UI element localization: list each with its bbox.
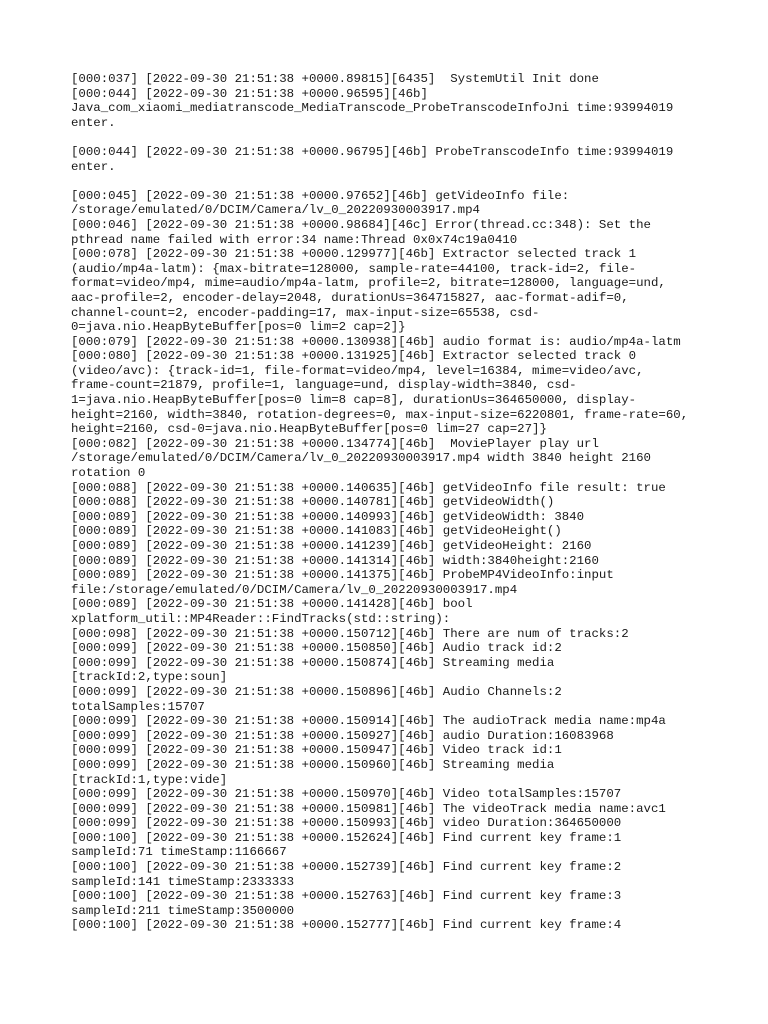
log-line: [000:079] [2022-09-30 21:51:38 +0000.130938][46b] audio format is: audio/mp4a-latm — [71, 334, 681, 349]
log-line: rotation 0 — [71, 466, 146, 481]
log-line: [000:099] [2022-09-30 21:51:38 +0000.150927][46b] audio Duration:16083968 — [71, 728, 614, 743]
log-line: enter. — [71, 159, 116, 174]
log-line: [000:082] [2022-09-30 21:51:38 +0000.134774][46b] MoviePlayer play url — [71, 436, 599, 451]
blank-line — [71, 130, 711, 145]
log-line: [000:088] [2022-09-30 21:51:38 +0000.140781][46b] getVideoWidth() — [71, 495, 555, 510]
log-line: [000:045] [2022-09-30 21:51:38 +0000.97652][46b] getVideoInfo file: — [71, 188, 570, 203]
log-line: [000:044] [2022-09-30 21:51:38 +0000.96595][46b] — [71, 86, 428, 101]
log-line: format=video/mp4, mime=audio/mp4a-latm, profile=2, bitrate=128000, language=und, — [71, 276, 666, 291]
log-line: [000:099] [2022-09-30 21:51:38 +0000.150914][46b] The audioTrack media name:mp4a — [71, 714, 666, 729]
log-line: [000:099] [2022-09-30 21:51:38 +0000.150960][46b] Streaming media — [71, 757, 555, 772]
log-line: [000:098] [2022-09-30 21:51:38 +0000.150712][46b] There are num of tracks:2 — [71, 626, 629, 641]
log-line: [000:099] [2022-09-30 21:51:38 +0000.150947][46b] Video track id:1 — [71, 743, 562, 758]
log-line: pthread name failed with error:34 name:Thread 0x0x74c19a0410 — [71, 232, 518, 247]
log-line: frame-count=21879, profile=1, language=und, display-width=3840, csd- — [71, 378, 577, 393]
log-line: [000:046] [2022-09-30 21:51:38 +0000.98684][46c] Error(thread.cc:348): Set the — [71, 217, 651, 232]
log-line: [000:089] [2022-09-30 21:51:38 +0000.141239][46b] getVideoHeight: 2160 — [71, 539, 592, 553]
log-line: [000:099] [2022-09-30 21:51:38 +0000.150970][46b] Video totalSamples:15707 — [71, 787, 622, 802]
log-line: sampleId:211 timeStamp:3500000 — [71, 903, 295, 918]
log-line: 1=java.nio.HeapByteBuffer[pos=0 lim=8 cap=8], durationUs=364650000, display- — [71, 393, 637, 408]
log-line: channel-count=2, encoder-padding=17, max-input-size=65538, csd- — [71, 305, 540, 320]
log-line: xplatform_util::MP4Reader::FindTracks(std::string): — [71, 611, 451, 626]
log-line: [000:099] [2022-09-30 21:51:38 +0000.150896][46b] Audio Channels:2 — [71, 684, 562, 699]
log-line: (video/avc): {track-id=1, file-format=video/mp4, level=16384, mime=video/avc, — [71, 363, 644, 378]
log-line: [000:078] [2022-09-30 21:51:38 +0000.129977][46b] Extractor selected track 1 — [71, 247, 637, 262]
log-line: [000:089] [2022-09-30 21:51:38 +0000.141428][46b] bool — [71, 597, 473, 612]
log-line: [000:089] [2022-09-30 21:51:38 +0000.141375][46b] ProbeMP4VideoInfo:input — [71, 568, 614, 583]
log-line: [000:099] [2022-09-30 21:51:38 +0000.150993][46b] video Duration:364650000 — [71, 816, 622, 831]
log-line: enter. — [71, 115, 116, 130]
log-line: height=2160, width=3840, rotation-degrees=0, max-input-size=6220801, frame-rate=60, — [71, 407, 689, 422]
log-line: [000:037] [2022-09-30 21:51:38 +0000.89815][6435] SystemUtil Init done — [71, 72, 599, 86]
log-line: Java_com_xiaomi_mediatranscode_MediaTranscode_ProbeTranscodeInfoJni time:93994019 — [71, 101, 674, 116]
log-line: (audio/mp4a-latm): {max-bitrate=128000, sample-rate=44100, track-id=2, file- — [71, 261, 637, 276]
log-line: /storage/emulated/0/DCIM/Camera/lv_0_20220930003917.mp4 width 3840 height 2160 — [71, 451, 651, 466]
log-line: aac-profile=2, encoder-delay=2048, durationUs=364715827, aac-format-adif=0, — [71, 290, 629, 305]
log-line: [000:099] [2022-09-30 21:51:38 +0000.150850][46b] Audio track id:2 — [71, 641, 562, 656]
log-line: [000:100] [2022-09-30 21:51:38 +0000.152739][46b] Find current key frame:2 — [71, 860, 622, 875]
log-line: /storage/emulated/0/DCIM/Camera/lv_0_20220930003917.mp4 — [71, 203, 480, 218]
log-line: [000:100] [2022-09-30 21:51:38 +0000.152763][46b] Find current key frame:3 — [71, 889, 622, 904]
log-line: [000:089] [2022-09-30 21:51:38 +0000.141314][46b] width:3840height:2160 — [71, 553, 599, 568]
log-line: [000:099] [2022-09-30 21:51:38 +0000.150981][46b] The videoTrack media name:avc1 — [71, 801, 666, 816]
log-line: sampleId:141 timeStamp:2333333 — [71, 874, 295, 889]
blank-line — [71, 174, 711, 189]
log-line: [000:100] [2022-09-30 21:51:38 +0000.152624][46b] Find current key frame:1 — [71, 830, 622, 845]
log-line: [000:099] [2022-09-30 21:51:38 +0000.150874][46b] Streaming media — [71, 655, 555, 670]
log-line: [000:080] [2022-09-30 21:51:38 +0000.131925][46b] Extractor selected track 0 — [71, 349, 637, 364]
log-page — [71, 72, 711, 933]
log-line: totalSamples:15707 — [71, 699, 205, 714]
log-line: [trackId:1,type:vide] — [71, 772, 228, 787]
log-line: [000:044] [2022-09-30 21:51:38 +0000.96795][46b] ProbeTranscodeInfo time:93994019 — [71, 144, 674, 159]
log-line: [000:100] [2022-09-30 21:51:38 +0000.152777][46b] Find current key frame:4 — [71, 918, 622, 933]
log-line: 0=java.nio.HeapByteBuffer[pos=0 lim=2 cap=2]} — [71, 320, 406, 335]
log-line: file:/storage/emulated/0/DCIM/Camera/lv_0_20220930003917.mp4 — [71, 582, 518, 597]
log-line: [000:088] [2022-09-30 21:51:38 +0000.140635][46b] getVideoInfo file result: true — [71, 480, 666, 495]
log-line: height=2160, csd-0=java.nio.HeapByteBuffer[pos=0 lim=27 cap=27]} — [71, 422, 547, 437]
log-line: [trackId:2,type:soun] — [71, 670, 228, 685]
log-line: [000:089] [2022-09-30 21:51:38 +0000.141083][46b] getVideoHeight() — [71, 524, 562, 539]
log-line: [000:089] [2022-09-30 21:51:38 +0000.140993][46b] getVideoWidth: 3840 — [71, 509, 585, 524]
log-line: sampleId:71 timeStamp:1166667 — [71, 845, 287, 860]
